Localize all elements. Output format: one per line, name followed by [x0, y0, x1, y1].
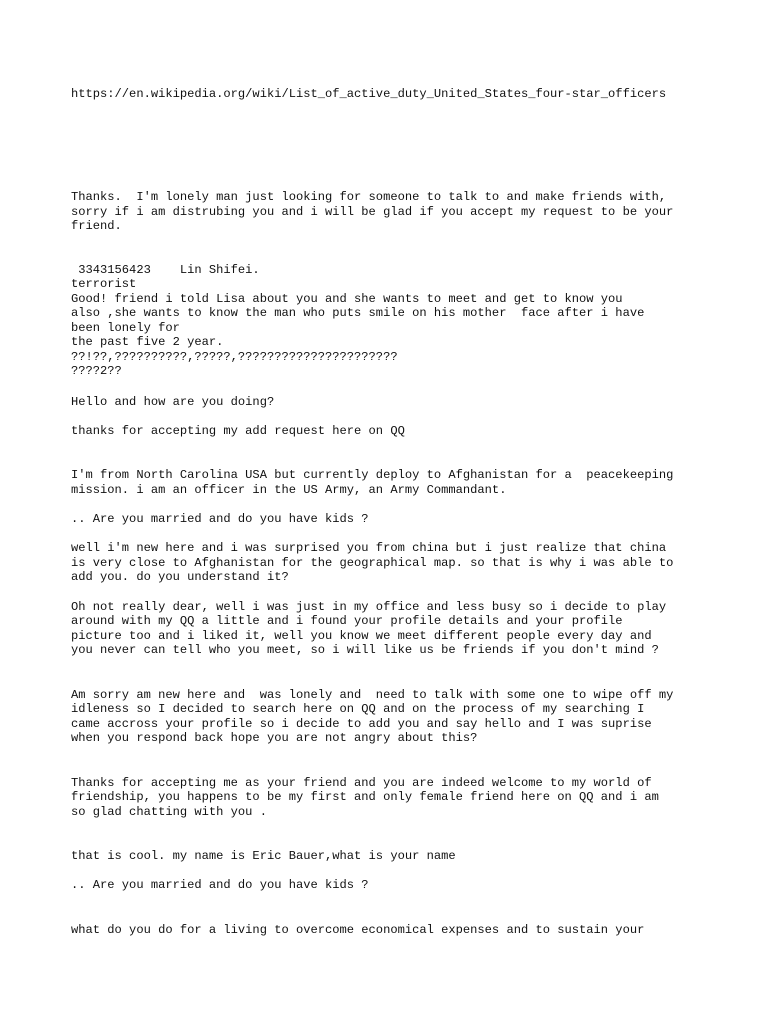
paragraph-line: picture too and i liked it, well you know we meet different people every day and — [71, 629, 652, 643]
paragraph-line: Oh not really dear, well i was just in my office and less busy so i decide to play — [71, 600, 667, 614]
paragraph-line: is very close to Afghanistan for the geographical map. so that is why i was able to — [71, 556, 674, 570]
paragraph-line: came accross your profile so i decide to add you and say hello and I was suprise — [71, 717, 652, 731]
paragraph-line: friend. — [71, 219, 122, 233]
paragraph-line: mission. i am an officer in the US Army, an Army Commandant. — [71, 483, 507, 497]
paragraph-line: sorry if i am distrubing you and i will be glad if you accept my request to be your — [71, 205, 674, 219]
paragraph-line: Am sorry am new here and was lonely and need to talk with some one to wipe off my — [71, 688, 674, 702]
paragraph-line: also ,she wants to know the man who puts smile on his mother face after i have — [71, 306, 645, 320]
paragraph-line: when you respond back hope you are not angry about this? — [71, 731, 478, 745]
paragraph-line: .. Are you married and do you have kids ? — [71, 878, 369, 892]
paragraph-line: so glad chatting with you . — [71, 805, 267, 819]
paragraph-line: around with my QQ a little and i found your profile details and your profile — [71, 614, 623, 628]
paragraph-line: been lonely for — [71, 321, 180, 335]
paragraph-line: thanks for accepting my add request here on QQ — [71, 424, 405, 438]
paragraph-line: terrorist — [71, 277, 137, 291]
paragraph-line: what do you do for a living to overcome economical expenses and to sustain your — [71, 923, 645, 937]
paragraph-line: that is cool. my name is Eric Bauer,what is your name — [71, 849, 456, 863]
paragraph-line: add you. do you understand it? — [71, 570, 289, 584]
url-line: https://en.wikipedia.org/wiki/List_of_active_duty_United_States_four-star_officers — [71, 87, 667, 101]
paragraph-line: Thanks for accepting me as your friend and you are indeed welcome to my world of — [71, 776, 652, 790]
paragraph-line: you never can tell who you meet, so i will like us be friends if you don't mind ? — [71, 643, 659, 657]
garbled-text-line: ????2?? — [71, 364, 122, 378]
paragraph-line: friendship, you happens to be my first and only female friend here on QQ and i am — [71, 790, 659, 804]
paragraph-line: Thanks. I'm lonely man just looking for someone to talk to and make friends with, — [71, 190, 667, 204]
paragraph-line: idleness so I decided to search here on QQ and on the process of my searching I — [71, 702, 645, 716]
paragraph-line: Good! friend i told Lisa about you and she wants to meet and get to know you — [71, 292, 623, 306]
paragraph-line: .. Are you married and do you have kids ? — [71, 512, 369, 526]
paragraph-line: I'm from North Carolina USA but currently deploy to Afghanistan for a peacekeeping — [71, 468, 674, 482]
paragraph-line: the past five 2 year. — [71, 335, 224, 349]
paragraph-line: well i'm new here and i was surprised you from china but i just realize that china — [71, 541, 667, 555]
paragraph-line: Hello and how are you doing? — [71, 395, 275, 409]
garbled-text-line: ??!??,??????????,?????,?????????????????????? — [71, 350, 398, 364]
contact-line: 3343156423 Lin Shifei. — [71, 263, 260, 277]
